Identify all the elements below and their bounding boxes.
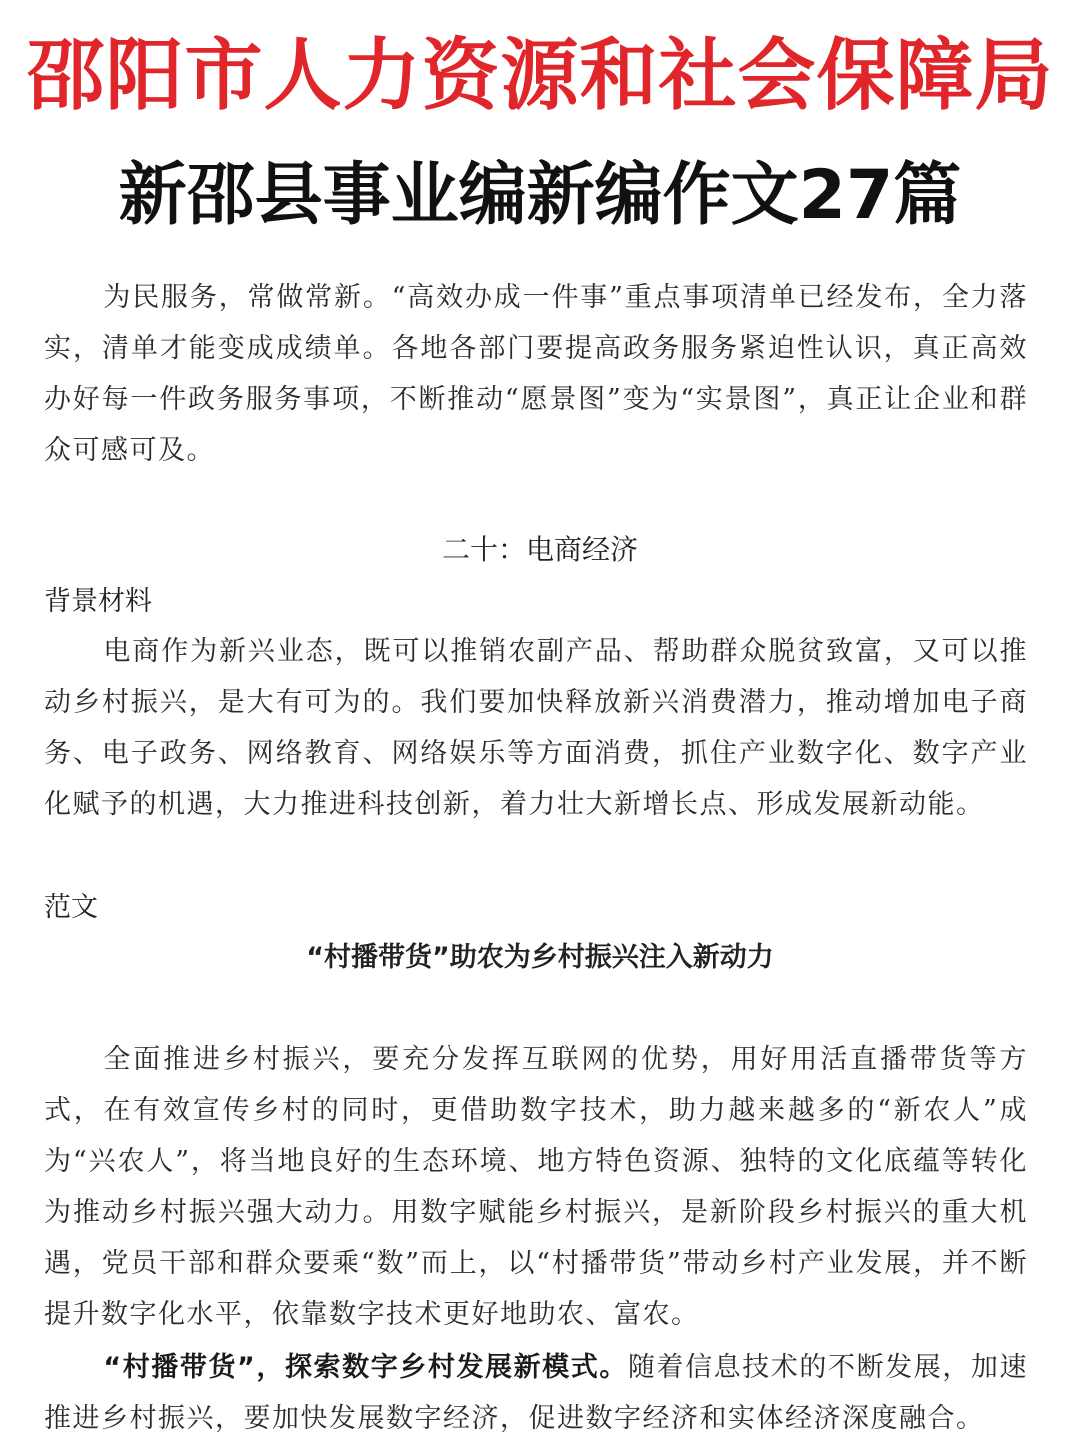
intro-paragraph: 为民服务，常做常新。“高效办成一件事”重点事项清单已经发布，全力落实，清单才能变成成绩单。各地各部门要提高政务服务紧迫性认识，真正高效办好每一件政务服务事项，不断推动“愿景图”变为“实景图”，真正让企业和群众可感可及。 [44, 282, 1028, 466]
essay-paragraph-2-rest: 随着信息技术的不断发展，加速推进乡村振兴，要加快发展数字经济，促进数字经济和实体经济深度融合。 [44, 1352, 1028, 1434]
sample-essay-label: 范文 [44, 892, 98, 923]
essay-paragraph-1: 全面推进乡村振兴，要充分发挥互联网的优势，用好用活直播带货等方式，在有效宣传乡村的同时，更借助数字技术，助力越来越多的“新农人”成为“兴农人”，将当地良好的生态环境、地方特色资源、独特的文化底蕴等转化为推动乡村振兴强大动力。用数字赋能乡村振兴，是新阶段乡村振兴的重大机遇，党员干部和群众要乘“数”而上，以“村播带货”带动乡村产业发展，并不断提升数字化水平，依靠数字技术更好地助农、富农。 [44, 1044, 1028, 1330]
section-heading: 二十：电商经济 [441, 533, 638, 566]
background-label: 背景材料 [44, 586, 152, 617]
document-title: 新邵县事业编新编作文27篇 [118, 156, 962, 235]
essay-title: “村播带货”助农为乡村振兴注入新动力 [306, 942, 774, 973]
background-paragraph: 电商作为新兴业态，既可以推销农副产品、帮助群众脱贫致富，又可以推动乡村振兴，是大有可为的。我们要加快释放新兴消费潜力，推动增加电子商务、电子政务、网络教育、网络娱乐等方面消费，抓住产业数字化、数字产业化赋予的机遇，大力推进科技创新，着力壮大新增长点、形成发展新动能。 [44, 636, 1028, 820]
issuing-organization: 邵阳市人力资源和社会保障局 [26, 31, 1054, 121]
essay-paragraph-2 [44, 1342, 1028, 1441]
essay-paragraph-2-lead: “村播带货”，探索数字乡村发展新模式。 [103, 1352, 628, 1383]
